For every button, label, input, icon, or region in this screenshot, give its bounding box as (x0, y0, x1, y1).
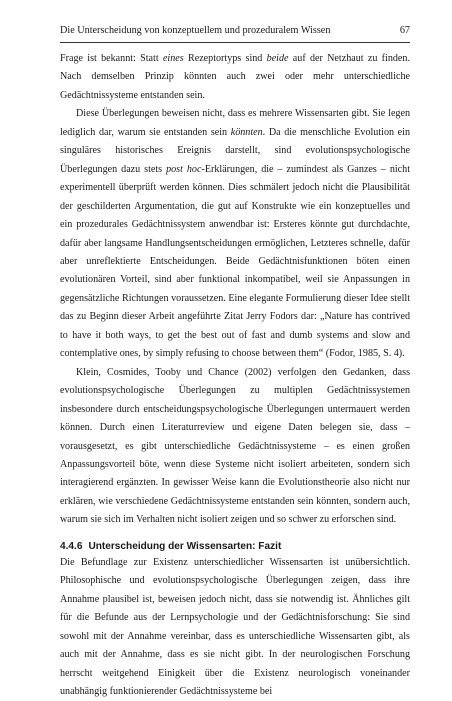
body-text (60, 50, 410, 701)
text-run: Klein, Cosmides, Tooby und Chance (2002) verfolgen den Gedanken, dass evolutionspsychologische Überlegungen zu multiplen Gedächtnissystemen insbesondere durch entscheidungspsychologische Überlegungen untermauert werden können. Durch einen Literaturreview und eigene Daten belegen sie, dass – vorausgesetzt, es gibt unterschiedliche Gedächtnissysteme – es einen großen Anpassungsvorteil böte, wenn diese Systeme nicht isoliert arbeiteten, sondern sich interagierend ergänzten. In gewisser Weise kann die Evolutionstheorie also nicht nur erklären, wie verschiedene Gedächtnissysteme entstanden sein könnten, sondern auch, warum sie sich im Verhalten nicht isoliert zeigen und so schwer zu erforschen sind. (60, 366, 410, 526)
paragraph (60, 50, 410, 105)
running-header (60, 25, 410, 43)
emphasized-text: post hoc (166, 163, 202, 175)
text-run: . Da die menschliche Evolution ein singuläres historisches Ereignis darstellt, sind evolutionspsychologische Überlegungen dazu stets (60, 126, 410, 175)
header-title: Die Unterscheidung von konzeptuellem und prozeduralem Wissen (60, 25, 331, 36)
emphasized-text: beide (266, 53, 289, 64)
section-title: Unterscheidung der Wissensarten: Fazit (88, 540, 282, 552)
text-run: Diese Überlegungen beweisen nicht, dass es mehrere Wissensarten gibt. Sie legen lediglich dar, warum sie entstanden sein (60, 108, 410, 138)
text-run: Frage ist bekannt: Statt (60, 53, 163, 64)
paragraph: Die Befundlage zur Existenz unterschiedlicher Wissensarten ist unübersichtlich. Philosophische und evolutionspsychologische Überlegungen zeigen, dass ihre Annahme plausibel ist, beweisen jedoch nicht, dass sie notwendig ist. Ähnliches gilt für die Befunde aus der Lernpsychologie und der Gedächtnisforschung: Sie sind sowohl mit der Annahme vereinbar, dass es unterschiedliche Wissensarten gibt, als auch mit der Annahme, dass es sie nicht gibt. In der neurologischen Forschung herrscht weitgehend Einigkeit über die Existenz neurologisch voneinander unabhängig funktionierender Gedächtnissysteme bei (60, 556, 410, 697)
page-number: 67 (399, 25, 410, 36)
section-heading (60, 540, 410, 554)
section-number: 4.4.6 (60, 540, 83, 552)
text-run: Rezeptortyps sind (183, 53, 267, 64)
emphasized-text: eines (162, 53, 184, 64)
text-run: -Erklärungen, die – zumindest als Ganzes – nicht experimentell überprüft werden können. Dies schmälert jedoch nicht die Plausibilität der geschilderten Argumentation, die gut auf Konstrukte wie ein konzeptuelles und ein prozedurales Gedächtnissystem anwendbar ist: Ersteres könnte gut durchdachte, dafür aber langsame Handlungsentscheidungen ermöglichen, Letzteres schnelle, dafür aber unreflektierte Entscheidungen. Beide Gedächtnisfunktionen böten einen evolutionären Vorteil, sind aber funktional inkompatibel, weil sie Anpassungen in gegensätzliche Richtungen voraussetzen. Eine elegante Formulierung dieser Idee stellt das zu Beginn dieser Arbeit angeführte Zitat Jerry Fodors dar: „Nature has contrived to have it both ways, to get the best out of fast and dumb systems and slow and contemplative ones, by simply refusing to choose between them“ (Fodor, 1985, S. 4). (60, 163, 410, 360)
paragraph (60, 364, 410, 530)
text-run: auf der Netzhaut zu finden. Nach demselben Prinzip könnten auch zwei oder mehr unterschiedliche Gedächtnissysteme entstanden sein. (60, 53, 410, 101)
paragraph (60, 105, 410, 363)
emphasized-text: könnten (230, 126, 263, 138)
